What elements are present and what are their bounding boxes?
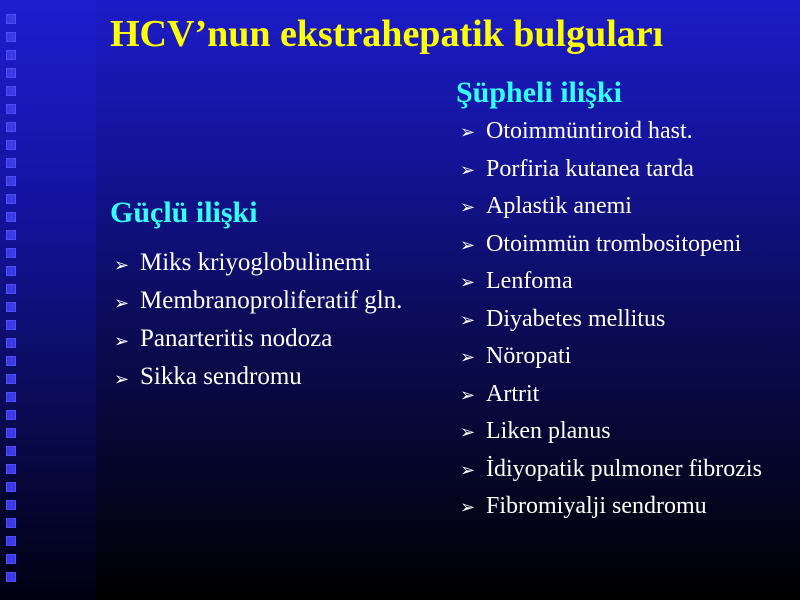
list-item bbox=[112, 286, 432, 316]
decorative-square bbox=[6, 50, 16, 60]
decorative-square bbox=[6, 140, 16, 150]
arrowhead-bullet-icon: ➢ bbox=[460, 422, 476, 442]
suspected-heading: Şüpheli ilişki bbox=[456, 76, 622, 109]
list-item bbox=[458, 343, 798, 370]
list-item-text: Porfiria kutanea tarda bbox=[486, 155, 694, 182]
list-item bbox=[458, 156, 798, 183]
decorative-square bbox=[6, 68, 16, 78]
decorative-square bbox=[6, 392, 16, 402]
arrowhead-bullet-icon: ➢ bbox=[114, 369, 130, 389]
list-item-text: Otoimmüntiroid hast. bbox=[486, 118, 693, 144]
decorative-square bbox=[6, 104, 16, 114]
list-item-text: Fibromiyalji sendromu bbox=[486, 493, 707, 519]
list-item bbox=[112, 362, 432, 392]
arrowhead-bullet-icon: ➢ bbox=[460, 122, 476, 142]
decorative-square bbox=[6, 446, 16, 456]
list-item bbox=[458, 268, 798, 295]
arrowhead-bullet-icon: ➢ bbox=[114, 331, 130, 351]
decorative-square bbox=[6, 248, 16, 258]
decorative-square bbox=[6, 302, 16, 312]
list-item-text: Nöropati bbox=[486, 343, 572, 369]
list-item-text: Diyabetes mellitus bbox=[486, 305, 666, 332]
decorative-square bbox=[6, 122, 16, 132]
list-item bbox=[458, 418, 798, 445]
decorative-square bbox=[6, 230, 16, 240]
square-pattern bbox=[6, 14, 22, 590]
decorative-square bbox=[6, 176, 16, 186]
list-item-text: İdiyopatik pulmoner fibrozis bbox=[486, 455, 762, 482]
decorative-square bbox=[6, 320, 16, 330]
list-item bbox=[458, 306, 798, 333]
list-item-text: Sikka sendromu bbox=[140, 363, 302, 390]
list-item bbox=[458, 381, 798, 408]
arrowhead-bullet-icon: ➢ bbox=[460, 234, 476, 255]
decorative-square bbox=[6, 536, 16, 546]
decorative-square bbox=[6, 194, 16, 204]
list-item-text: Lenfoma bbox=[486, 268, 573, 294]
decorative-square bbox=[6, 284, 16, 294]
arrowhead-bullet-icon: ➢ bbox=[460, 497, 476, 517]
decorative-square bbox=[6, 410, 16, 420]
list-item bbox=[458, 456, 798, 483]
list-item bbox=[458, 118, 798, 145]
list-item-text: Panarteritis nodoza bbox=[140, 325, 333, 352]
arrowhead-bullet-icon: ➢ bbox=[460, 272, 476, 292]
list-item-text: Membranoproliferatif gln. bbox=[140, 287, 403, 314]
decorative-square bbox=[6, 32, 16, 42]
arrowhead-bullet-icon: ➢ bbox=[460, 384, 476, 405]
arrowhead-bullet-icon: ➢ bbox=[460, 159, 476, 180]
decorative-square bbox=[6, 266, 16, 276]
list-item-text: Otoimmün trombositopeni bbox=[486, 230, 742, 257]
strong-heading: Güçlü ilişki bbox=[110, 196, 258, 229]
strong-list bbox=[112, 248, 432, 400]
list-item bbox=[458, 193, 798, 220]
arrowhead-bullet-icon: ➢ bbox=[460, 197, 476, 217]
sidebar-decoration bbox=[0, 0, 96, 600]
list-item bbox=[458, 231, 798, 258]
decorative-square bbox=[6, 212, 16, 222]
decorative-square bbox=[6, 14, 16, 24]
decorative-square bbox=[6, 482, 16, 492]
decorative-square bbox=[6, 86, 16, 96]
decorative-square bbox=[6, 338, 16, 348]
list-item-text: Aplastik anemi bbox=[486, 193, 632, 219]
decorative-square bbox=[6, 572, 16, 582]
list-item-text: Liken planus bbox=[486, 418, 611, 444]
decorative-square bbox=[6, 554, 16, 564]
list-item bbox=[458, 493, 798, 520]
decorative-square bbox=[6, 428, 16, 438]
arrowhead-bullet-icon: ➢ bbox=[460, 347, 476, 367]
arrowhead-bullet-icon: ➢ bbox=[460, 309, 476, 330]
slide-title: HCV’nun ekstrahepatik bulguları bbox=[110, 13, 664, 55]
suspected-list bbox=[458, 118, 798, 531]
list-item bbox=[112, 248, 432, 278]
decorative-square bbox=[6, 518, 16, 528]
arrowhead-bullet-icon: ➢ bbox=[114, 255, 130, 275]
decorative-square bbox=[6, 500, 16, 510]
decorative-square bbox=[6, 464, 16, 474]
decorative-square bbox=[6, 158, 16, 168]
decorative-square bbox=[6, 356, 16, 366]
list-item-text: Miks kriyoglobulinemi bbox=[140, 249, 372, 276]
list-item bbox=[112, 324, 432, 354]
arrowhead-bullet-icon: ➢ bbox=[460, 459, 476, 480]
arrowhead-bullet-icon: ➢ bbox=[114, 293, 130, 313]
decorative-square bbox=[6, 374, 16, 384]
list-item-text: Artrit bbox=[486, 380, 540, 407]
